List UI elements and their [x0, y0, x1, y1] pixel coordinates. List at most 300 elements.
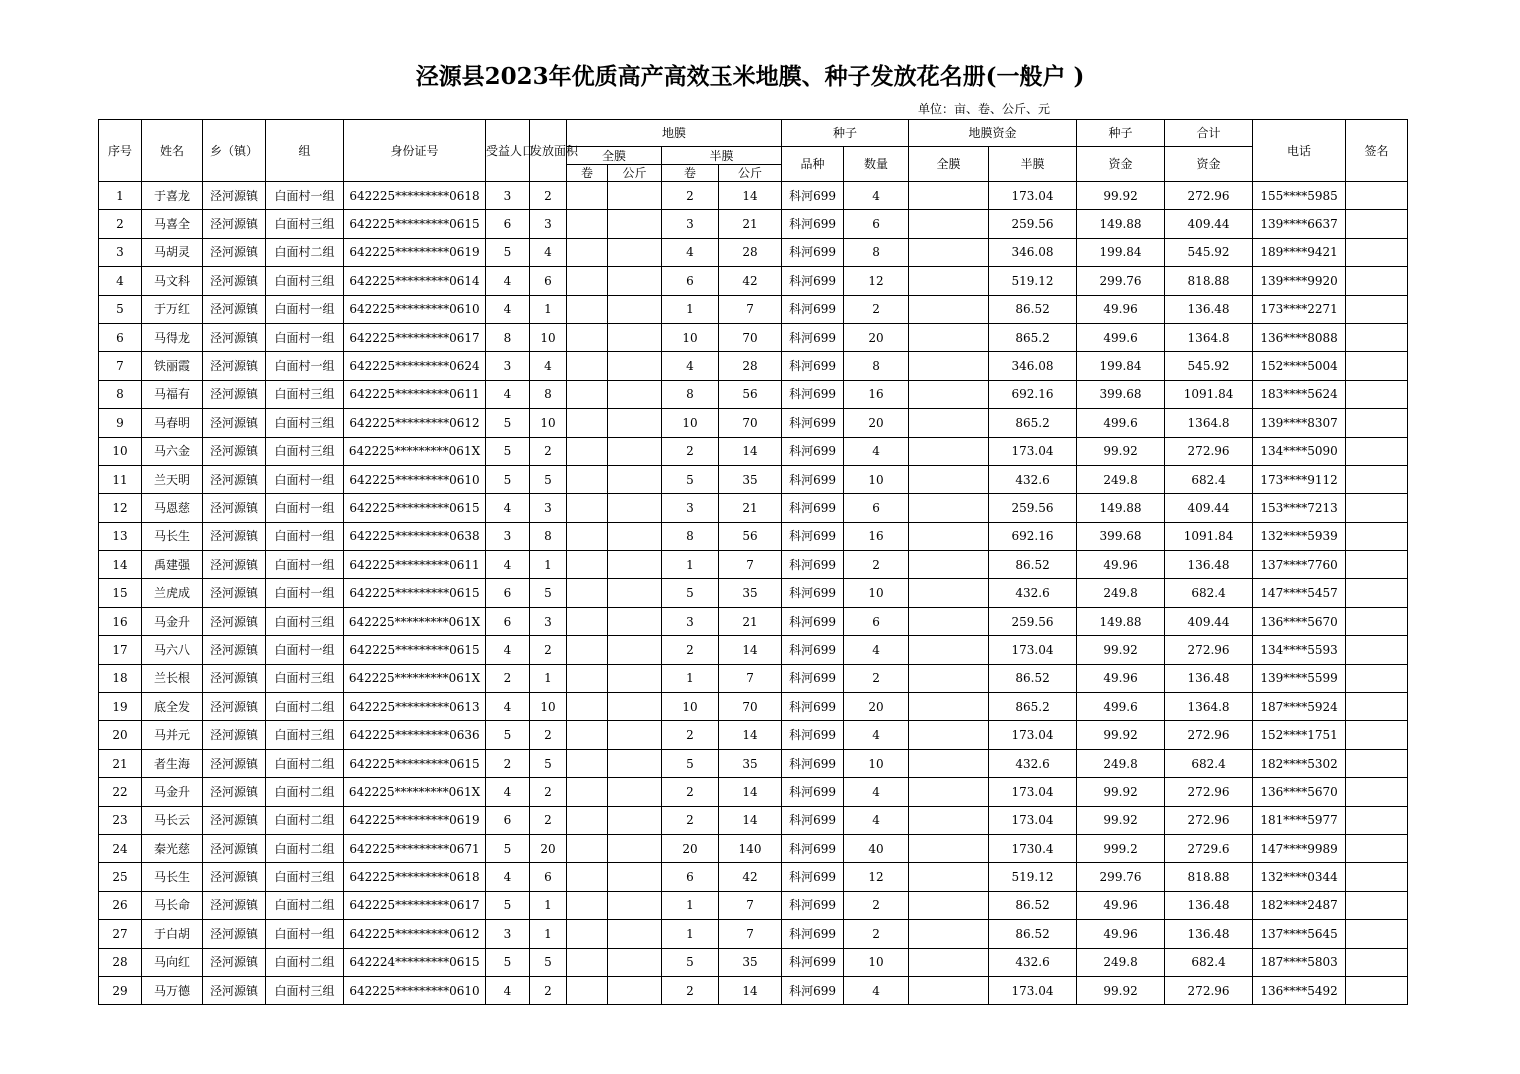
cell-seed-fund: 499.6 — [1077, 409, 1165, 437]
cell-seed-quantity: 4 — [844, 976, 909, 1004]
cell-seed-variety: 科河699 — [782, 210, 844, 238]
cell-name: 马福有 — [142, 380, 203, 408]
cell-half-film-roll: 6 — [662, 863, 719, 891]
cell-id-number: 642225*********0615 — [344, 749, 486, 777]
cell-full-film-roll — [567, 465, 608, 493]
cell-fund-full — [909, 863, 989, 891]
cell-seed-fund: 199.84 — [1077, 352, 1165, 380]
cell-seed-fund: 199.84 — [1077, 238, 1165, 266]
cell-group: 白面村二组 — [266, 749, 344, 777]
table-row — [99, 437, 1408, 465]
cell-population: 4 — [486, 295, 530, 323]
cell-full-film-roll — [567, 863, 608, 891]
cell-half-film-kg: 7 — [719, 295, 782, 323]
cell-half-film-kg: 35 — [719, 579, 782, 607]
cell-full-film-roll — [567, 976, 608, 1004]
cell-fund-full — [909, 323, 989, 351]
cell-half-film-kg: 7 — [719, 551, 782, 579]
cell-seed-variety: 科河699 — [782, 863, 844, 891]
cell-half-film-roll: 1 — [662, 664, 719, 692]
cell-group: 白面村三组 — [266, 664, 344, 692]
cell-half-film-roll: 2 — [662, 636, 719, 664]
cell-fund-half: 259.56 — [989, 494, 1077, 522]
cell-full-film-roll — [567, 182, 608, 210]
cell-total-fund: 1091.84 — [1165, 380, 1253, 408]
cell-phone: 173****2271 — [1253, 295, 1346, 323]
cell-fund-half: 346.08 — [989, 238, 1077, 266]
cell-name: 马得龙 — [142, 323, 203, 351]
cell-area: 2 — [530, 182, 567, 210]
cell-name: 秦光慈 — [142, 834, 203, 862]
cell-id-number: 642225*********0615 — [344, 210, 486, 238]
cell-group: 白面村二组 — [266, 238, 344, 266]
cell-seed-variety: 科河699 — [782, 352, 844, 380]
cell-seq: 18 — [99, 664, 142, 692]
cell-area: 10 — [530, 693, 567, 721]
cell-name: 禹建强 — [142, 551, 203, 579]
header-full-kg: 公斤 — [608, 165, 662, 182]
cell-group: 白面村三组 — [266, 267, 344, 295]
cell-population: 2 — [486, 664, 530, 692]
cell-signature — [1346, 323, 1408, 351]
cell-group: 白面村二组 — [266, 693, 344, 721]
cell-township: 泾河源镇 — [203, 863, 266, 891]
cell-id-number: 642225*********0624 — [344, 352, 486, 380]
cell-half-film-kg: 70 — [719, 409, 782, 437]
cell-signature — [1346, 551, 1408, 579]
cell-half-film-roll: 5 — [662, 465, 719, 493]
cell-full-film-kg — [608, 352, 662, 380]
cell-seed-quantity: 10 — [844, 465, 909, 493]
cell-area: 20 — [530, 834, 567, 862]
cell-seed-fund: 249.8 — [1077, 465, 1165, 493]
header-total-top: 合计 — [1165, 120, 1253, 147]
table-body — [99, 182, 1408, 1005]
cell-phone: 155****5985 — [1253, 182, 1346, 210]
cell-population: 5 — [486, 721, 530, 749]
cell-total-fund: 272.96 — [1165, 721, 1253, 749]
cell-id-number: 642225*********0619 — [344, 806, 486, 834]
cell-full-film-roll — [567, 721, 608, 749]
cell-phone: 147****5457 — [1253, 579, 1346, 607]
cell-fund-half: 692.16 — [989, 522, 1077, 550]
header-sign: 签名 — [1346, 120, 1408, 182]
cell-seed-quantity: 8 — [844, 352, 909, 380]
cell-seed-fund: 249.8 — [1077, 579, 1165, 607]
cell-group: 白面村三组 — [266, 976, 344, 1004]
cell-population: 5 — [486, 437, 530, 465]
cell-seq: 6 — [99, 323, 142, 351]
cell-population: 4 — [486, 778, 530, 806]
cell-phone: 152****1751 — [1253, 721, 1346, 749]
cell-population: 3 — [486, 352, 530, 380]
cell-group: 白面村三组 — [266, 607, 344, 635]
header-township: 乡（镇） — [203, 120, 266, 182]
cell-area: 3 — [530, 210, 567, 238]
cell-half-film-roll: 1 — [662, 920, 719, 948]
cell-township: 泾河源镇 — [203, 976, 266, 1004]
cell-full-film-kg — [608, 494, 662, 522]
cell-seq: 23 — [99, 806, 142, 834]
cell-half-film-kg: 42 — [719, 267, 782, 295]
cell-seed-variety: 科河699 — [782, 749, 844, 777]
cell-seed-fund: 99.92 — [1077, 806, 1165, 834]
table-row — [99, 721, 1408, 749]
cell-township: 泾河源镇 — [203, 749, 266, 777]
cell-full-film-kg — [608, 721, 662, 749]
cell-half-film-roll: 2 — [662, 778, 719, 806]
cell-township: 泾河源镇 — [203, 352, 266, 380]
cell-half-film-roll: 4 — [662, 352, 719, 380]
cell-seed-quantity: 6 — [844, 607, 909, 635]
cell-phone: 134****5593 — [1253, 636, 1346, 664]
cell-seed-variety: 科河699 — [782, 182, 844, 210]
cell-total-fund: 818.88 — [1165, 267, 1253, 295]
cell-township: 泾河源镇 — [203, 551, 266, 579]
cell-half-film-kg: 28 — [719, 352, 782, 380]
cell-total-fund: 545.92 — [1165, 238, 1253, 266]
cell-population: 8 — [486, 323, 530, 351]
cell-half-film-roll: 1 — [662, 891, 719, 919]
cell-id-number: 642225*********0615 — [344, 494, 486, 522]
cell-id-number: 642225*********061X — [344, 437, 486, 465]
cell-name: 于白胡 — [142, 920, 203, 948]
cell-half-film-kg: 35 — [719, 465, 782, 493]
cell-seed-fund: 999.2 — [1077, 834, 1165, 862]
cell-name: 马胡灵 — [142, 238, 203, 266]
cell-seq: 27 — [99, 920, 142, 948]
cell-fund-half: 346.08 — [989, 352, 1077, 380]
cell-half-film-kg: 56 — [719, 380, 782, 408]
cell-group: 白面村三组 — [266, 863, 344, 891]
cell-seed-variety: 科河699 — [782, 409, 844, 437]
cell-seed-quantity: 2 — [844, 551, 909, 579]
cell-seq: 8 — [99, 380, 142, 408]
cell-id-number: 642225*********0619 — [344, 238, 486, 266]
cell-full-film-kg — [608, 267, 662, 295]
cell-area: 6 — [530, 863, 567, 891]
cell-township: 泾河源镇 — [203, 806, 266, 834]
cell-total-fund: 409.44 — [1165, 494, 1253, 522]
cell-signature — [1346, 948, 1408, 976]
cell-half-film-roll: 5 — [662, 749, 719, 777]
cell-total-fund: 682.4 — [1165, 465, 1253, 493]
cell-full-film-roll — [567, 749, 608, 777]
cell-seed-fund: 99.92 — [1077, 636, 1165, 664]
table-row — [99, 664, 1408, 692]
cell-full-film-kg — [608, 806, 662, 834]
table-row — [99, 607, 1408, 635]
cell-name: 者生海 — [142, 749, 203, 777]
cell-group: 白面村一组 — [266, 465, 344, 493]
cell-half-film-roll: 6 — [662, 267, 719, 295]
cell-population: 5 — [486, 465, 530, 493]
cell-full-film-kg — [608, 465, 662, 493]
cell-group: 白面村三组 — [266, 437, 344, 465]
cell-group: 白面村二组 — [266, 806, 344, 834]
cell-total-fund: 818.88 — [1165, 863, 1253, 891]
cell-population: 6 — [486, 579, 530, 607]
cell-phone: 136****5670 — [1253, 778, 1346, 806]
cell-population: 5 — [486, 834, 530, 862]
cell-fund-full — [909, 948, 989, 976]
cell-phone: 187****5924 — [1253, 693, 1346, 721]
cell-fund-half: 519.12 — [989, 863, 1077, 891]
cell-phone: 132****5939 — [1253, 522, 1346, 550]
cell-seed-variety: 科河699 — [782, 948, 844, 976]
cell-township: 泾河源镇 — [203, 721, 266, 749]
cell-seed-quantity: 2 — [844, 891, 909, 919]
cell-fund-full — [909, 551, 989, 579]
cell-signature — [1346, 409, 1408, 437]
cell-seed-quantity: 12 — [844, 267, 909, 295]
cell-area: 5 — [530, 749, 567, 777]
cell-seq: 19 — [99, 693, 142, 721]
cell-population: 6 — [486, 806, 530, 834]
cell-phone: 139****9920 — [1253, 267, 1346, 295]
cell-fund-full — [909, 494, 989, 522]
cell-seq: 17 — [99, 636, 142, 664]
cell-phone: 189****9421 — [1253, 238, 1346, 266]
cell-seed-quantity: 6 — [844, 210, 909, 238]
table-row — [99, 834, 1408, 862]
cell-half-film-roll: 2 — [662, 437, 719, 465]
cell-area: 10 — [530, 323, 567, 351]
cell-half-film-roll: 3 — [662, 607, 719, 635]
cell-seed-variety: 科河699 — [782, 636, 844, 664]
cell-township: 泾河源镇 — [203, 920, 266, 948]
cell-fund-half: 173.04 — [989, 182, 1077, 210]
header-seed: 种子 — [782, 120, 909, 147]
cell-population: 5 — [486, 238, 530, 266]
cell-seed-quantity: 8 — [844, 238, 909, 266]
cell-total-fund: 545.92 — [1165, 352, 1253, 380]
cell-area: 2 — [530, 721, 567, 749]
cell-area: 2 — [530, 976, 567, 1004]
cell-name: 于喜龙 — [142, 182, 203, 210]
cell-id-number: 642225*********0610 — [344, 465, 486, 493]
cell-fund-full — [909, 636, 989, 664]
cell-signature — [1346, 778, 1408, 806]
table-row — [99, 551, 1408, 579]
cell-group: 白面村一组 — [266, 494, 344, 522]
header-seq: 序号 — [99, 120, 142, 182]
cell-seed-quantity: 4 — [844, 437, 909, 465]
cell-half-film-kg: 35 — [719, 749, 782, 777]
header-total-fund: 资金 — [1165, 147, 1253, 182]
cell-full-film-kg — [608, 551, 662, 579]
cell-seq: 2 — [99, 210, 142, 238]
cell-township: 泾河源镇 — [203, 636, 266, 664]
cell-seed-variety: 科河699 — [782, 465, 844, 493]
cell-total-fund: 136.48 — [1165, 664, 1253, 692]
cell-full-film-kg — [608, 976, 662, 1004]
cell-group: 白面村三组 — [266, 409, 344, 437]
cell-signature — [1346, 352, 1408, 380]
cell-fund-half: 865.2 — [989, 693, 1077, 721]
cell-full-film-roll — [567, 551, 608, 579]
cell-half-film-kg: 7 — [719, 891, 782, 919]
cell-area: 10 — [530, 409, 567, 437]
cell-township: 泾河源镇 — [203, 323, 266, 351]
cell-name: 马金升 — [142, 778, 203, 806]
cell-area: 2 — [530, 806, 567, 834]
cell-fund-half: 173.04 — [989, 721, 1077, 749]
header-half-kg: 公斤 — [719, 165, 782, 182]
cell-id-number: 642225*********0612 — [344, 409, 486, 437]
cell-total-fund: 136.48 — [1165, 295, 1253, 323]
cell-id-number: 642225*********0611 — [344, 380, 486, 408]
cell-id-number: 642224*********0615 — [344, 948, 486, 976]
cell-area: 8 — [530, 522, 567, 550]
cell-fund-full — [909, 380, 989, 408]
cell-seed-fund: 49.96 — [1077, 664, 1165, 692]
cell-phone: 137****7760 — [1253, 551, 1346, 579]
cell-half-film-kg: 140 — [719, 834, 782, 862]
cell-name: 兰天明 — [142, 465, 203, 493]
cell-half-film-kg: 70 — [719, 693, 782, 721]
cell-signature — [1346, 437, 1408, 465]
cell-half-film-kg: 70 — [719, 323, 782, 351]
cell-full-film-roll — [567, 409, 608, 437]
cell-full-film-roll — [567, 636, 608, 664]
cell-half-film-roll: 3 — [662, 210, 719, 238]
cell-seed-fund: 99.92 — [1077, 437, 1165, 465]
cell-full-film-kg — [608, 409, 662, 437]
cell-phone: 136****8088 — [1253, 323, 1346, 351]
cell-total-fund: 1364.8 — [1165, 693, 1253, 721]
cell-seed-quantity: 20 — [844, 693, 909, 721]
cell-phone: 137****5645 — [1253, 920, 1346, 948]
cell-signature — [1346, 721, 1408, 749]
cell-id-number: 642225*********0611 — [344, 551, 486, 579]
cell-seed-quantity: 4 — [844, 721, 909, 749]
cell-population: 5 — [486, 409, 530, 437]
cell-signature — [1346, 920, 1408, 948]
cell-full-film-kg — [608, 238, 662, 266]
cell-full-film-roll — [567, 437, 608, 465]
cell-fund-full — [909, 522, 989, 550]
cell-signature — [1346, 579, 1408, 607]
unit-note: 单位：亩、卷、公斤、元 — [918, 102, 1051, 116]
cell-seq: 28 — [99, 948, 142, 976]
cell-seq: 22 — [99, 778, 142, 806]
cell-seed-fund: 499.6 — [1077, 323, 1165, 351]
cell-area: 1 — [530, 891, 567, 919]
cell-phone: 152****5004 — [1253, 352, 1346, 380]
table-row — [99, 693, 1408, 721]
table-row — [99, 579, 1408, 607]
cell-signature — [1346, 834, 1408, 862]
cell-seed-variety: 科河699 — [782, 437, 844, 465]
cell-seed-variety: 科河699 — [782, 778, 844, 806]
cell-area: 4 — [530, 352, 567, 380]
cell-phone: 153****7213 — [1253, 494, 1346, 522]
cell-full-film-kg — [608, 664, 662, 692]
table-row — [99, 806, 1408, 834]
cell-township: 泾河源镇 — [203, 409, 266, 437]
table-row — [99, 465, 1408, 493]
cell-signature — [1346, 295, 1408, 323]
cell-half-film-roll: 2 — [662, 721, 719, 749]
cell-id-number: 642225*********0613 — [344, 693, 486, 721]
cell-name: 马长云 — [142, 806, 203, 834]
header-seed-fund: 资金 — [1077, 147, 1165, 182]
cell-full-film-kg — [608, 636, 662, 664]
cell-signature — [1346, 806, 1408, 834]
cell-total-fund: 1364.8 — [1165, 323, 1253, 351]
cell-seed-variety: 科河699 — [782, 693, 844, 721]
cell-group: 白面村二组 — [266, 891, 344, 919]
cell-township: 泾河源镇 — [203, 267, 266, 295]
cell-id-number: 642225*********0615 — [344, 579, 486, 607]
header-film-fund: 地膜资金 — [909, 120, 1077, 147]
cell-fund-full — [909, 891, 989, 919]
cell-seed-fund: 399.68 — [1077, 522, 1165, 550]
cell-phone: 173****9112 — [1253, 465, 1346, 493]
cell-full-film-kg — [608, 920, 662, 948]
cell-area: 8 — [530, 380, 567, 408]
cell-seed-quantity: 10 — [844, 749, 909, 777]
cell-seed-quantity: 20 — [844, 323, 909, 351]
cell-id-number: 642225*********0612 — [344, 920, 486, 948]
cell-fund-half: 86.52 — [989, 551, 1077, 579]
cell-full-film-kg — [608, 778, 662, 806]
cell-fund-half: 432.6 — [989, 948, 1077, 976]
cell-area: 6 — [530, 267, 567, 295]
cell-full-film-roll — [567, 607, 608, 635]
cell-population: 3 — [486, 522, 530, 550]
cell-fund-full — [909, 693, 989, 721]
cell-seed-quantity: 4 — [844, 806, 909, 834]
cell-seq: 5 — [99, 295, 142, 323]
cell-id-number: 642225*********0617 — [344, 323, 486, 351]
cell-fund-full — [909, 210, 989, 238]
cell-seed-quantity: 2 — [844, 920, 909, 948]
cell-fund-half: 173.04 — [989, 976, 1077, 1004]
table-row — [99, 352, 1408, 380]
cell-full-film-roll — [567, 238, 608, 266]
cell-seed-fund: 249.8 — [1077, 749, 1165, 777]
cell-id-number: 642225*********061X — [344, 778, 486, 806]
cell-seed-variety: 科河699 — [782, 834, 844, 862]
cell-full-film-kg — [608, 437, 662, 465]
cell-population: 3 — [486, 182, 530, 210]
cell-id-number: 642225*********0610 — [344, 976, 486, 1004]
cell-fund-full — [909, 352, 989, 380]
cell-full-film-kg — [608, 834, 662, 862]
cell-fund-full — [909, 834, 989, 862]
cell-name: 马六金 — [142, 437, 203, 465]
cell-seed-fund: 149.88 — [1077, 607, 1165, 635]
cell-group: 白面村一组 — [266, 636, 344, 664]
cell-id-number: 642225*********0618 — [344, 182, 486, 210]
cell-name: 马长生 — [142, 863, 203, 891]
cell-population: 6 — [486, 607, 530, 635]
cell-fund-half: 173.04 — [989, 778, 1077, 806]
table-row — [99, 323, 1408, 351]
cell-population: 4 — [486, 380, 530, 408]
cell-signature — [1346, 267, 1408, 295]
cell-township: 泾河源镇 — [203, 607, 266, 635]
cell-half-film-roll: 1 — [662, 295, 719, 323]
distribution-table — [98, 119, 1408, 1005]
cell-fund-half: 865.2 — [989, 323, 1077, 351]
cell-full-film-roll — [567, 352, 608, 380]
cell-half-film-kg: 14 — [719, 437, 782, 465]
cell-group: 白面村三组 — [266, 210, 344, 238]
cell-seed-variety: 科河699 — [782, 579, 844, 607]
